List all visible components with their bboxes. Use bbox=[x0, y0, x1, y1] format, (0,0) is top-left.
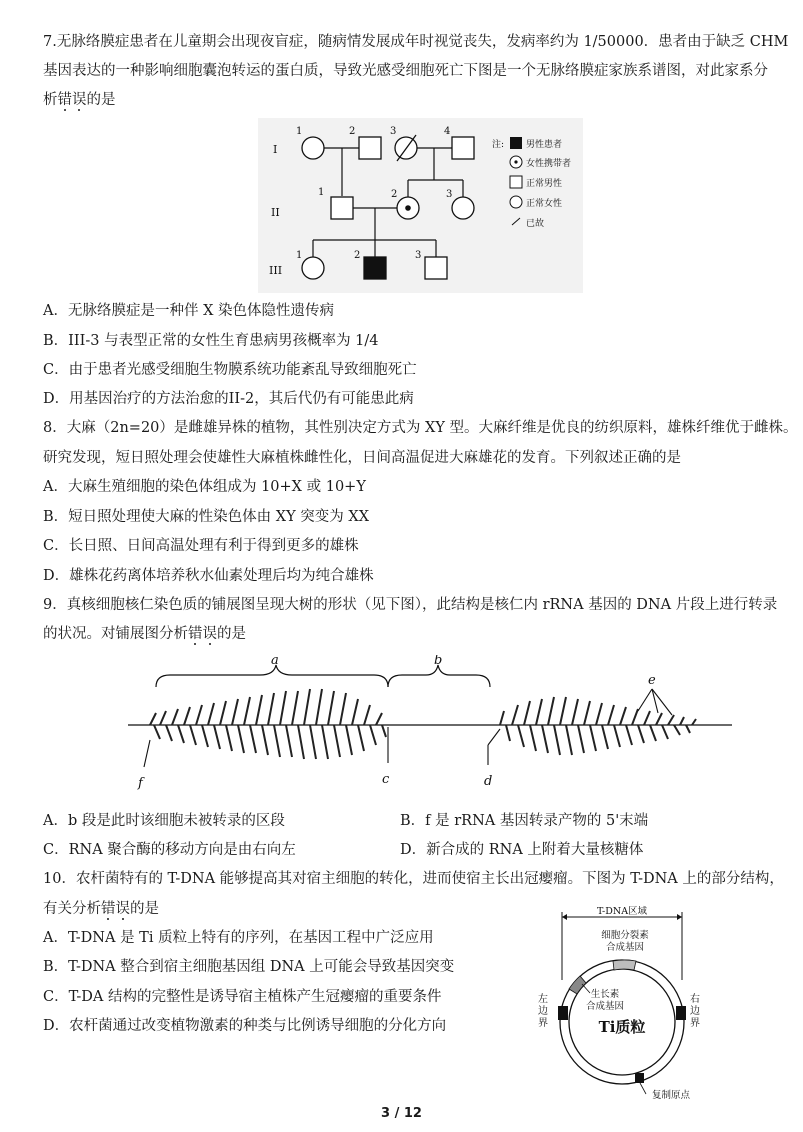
right-border-char-3: 界 bbox=[690, 1018, 700, 1029]
q10-stem-text-end: 的是 bbox=[130, 901, 159, 917]
iii3-number: 3 bbox=[415, 250, 422, 261]
right-border-char-1: 右 bbox=[690, 994, 700, 1005]
ii1-number: 1 bbox=[318, 187, 325, 198]
label-d: d bbox=[484, 774, 493, 789]
q10-emphasis-char-1: 错 bbox=[101, 901, 116, 917]
q8-option-d: D．雄株花药离体培养秋水仙素处理后均为纯合雄株 bbox=[43, 568, 374, 584]
q9-emphasis-char-1: 错 bbox=[188, 626, 203, 642]
q10-option-b: B．T-DNA 整合到宿主细胞基因组 DNA 上可能会导致基因突变 bbox=[43, 959, 455, 975]
q7-stem-line-1: 7.无脉络膜症患者在儿童期会出现夜盲症，随病情发展成年时视觉丧失，发病率约为 1/50000．患者由于缺乏 CHM bbox=[43, 34, 789, 50]
left-border-char-1: 左 bbox=[538, 994, 548, 1005]
gen-iii-label: III bbox=[269, 264, 283, 277]
i1-normal-female bbox=[302, 137, 324, 159]
i2-number: 2 bbox=[349, 126, 356, 137]
legend-deceased: 已故 bbox=[526, 219, 545, 229]
i3-number: 3 bbox=[390, 126, 397, 137]
q10-stem-text: 有关分析 bbox=[43, 901, 101, 917]
iii2-male-patient bbox=[364, 257, 386, 279]
q9-stem-text-end: 的是 bbox=[217, 626, 246, 642]
label-c: c bbox=[382, 772, 390, 787]
legend-title: 注: bbox=[492, 140, 505, 150]
cytokinin-label-1: 细胞分裂素 bbox=[601, 930, 649, 941]
q10-option-d: D．农杆菌通过改变植物激素的种类与比例诱导细胞的分化方向 bbox=[43, 1018, 447, 1034]
q7-stem-line-3 bbox=[43, 89, 116, 111]
ti-plasmid-figure bbox=[530, 900, 710, 1100]
origin-label: 复制原点 bbox=[652, 1090, 691, 1100]
i1-number: 1 bbox=[296, 126, 303, 137]
ii3-number: 3 bbox=[446, 189, 453, 200]
left-border-char-3: 界 bbox=[538, 1018, 548, 1029]
label-f: f bbox=[138, 776, 143, 791]
q7-stem-text-end: 的是 bbox=[86, 92, 116, 108]
q8-stem-line-1: 8．大麻（2n=20）是雌雄异株的植物，其性别决定方式为 XY 型。大麻纤维是优良的纺织原料，雄株纤维优于雌株。 bbox=[43, 420, 798, 436]
q10-option-c: C．T-DA 结构的完整性是诱导宿主植株产生冠瘿瘤的重要条件 bbox=[43, 989, 442, 1005]
q7-stem-text: 析 bbox=[43, 92, 58, 108]
pedigree-figure bbox=[258, 118, 583, 293]
right-transcription-unit bbox=[500, 697, 696, 755]
i2-normal-male bbox=[359, 137, 381, 159]
left-border-block bbox=[558, 1006, 568, 1020]
ti-plasmid-name: Ti质粒 bbox=[598, 1018, 646, 1036]
iii3-normal-male bbox=[425, 257, 447, 279]
iii1-normal-female bbox=[302, 257, 324, 279]
auxin-label-2: 合成基因 bbox=[585, 1001, 625, 1012]
q7-emphasis-char-1: 错 bbox=[57, 92, 72, 108]
legend-normal-male: 正常男性 bbox=[526, 179, 563, 189]
q9-option-d: D．新合成的 RNA 上附着大量核糖体 bbox=[400, 842, 644, 858]
gen-i-label: I bbox=[273, 143, 278, 156]
label-a: a bbox=[271, 655, 279, 668]
gen-ii-label: II bbox=[271, 206, 280, 219]
q9-option-c: C．RNA 聚合酶的移动方向是由右向左 bbox=[43, 842, 296, 858]
brace-a bbox=[156, 665, 388, 687]
label-e: e bbox=[648, 673, 656, 688]
q8-option-a: A．大麻生殖细胞的染色体组成为 10+X 或 10+Y bbox=[43, 479, 366, 495]
brace-b bbox=[388, 665, 490, 687]
legend-normal-female-symbol bbox=[510, 196, 522, 208]
q10-emphasis-char-2: 误 bbox=[115, 901, 130, 917]
ii2-number: 2 bbox=[391, 189, 398, 200]
q9-option-a: A．b 段是此时该细胞未被转录的区段 bbox=[43, 813, 285, 829]
ii1-normal-male bbox=[331, 197, 353, 219]
q9-stem-text: 的状况。对铺展图分析 bbox=[43, 626, 188, 642]
ii3-normal-female bbox=[452, 197, 474, 219]
q8-option-b: B．短日照处理使大麻的性染色体由 XY 突变为 XX bbox=[43, 509, 370, 525]
left-transcription-unit bbox=[150, 689, 386, 759]
q9-option-b: B．f 是 rRNA 基因转录产物的 5'末端 bbox=[400, 813, 649, 829]
q10-option-a: A．T-DNA 是 Ti 质粒上特有的序列，在基因工程中广泛应用 bbox=[43, 930, 434, 946]
q7-option-b: B．III-3 与表型正常的女性生育患病男孩概率为 1/4 bbox=[43, 333, 379, 349]
q10-stem-line-2 bbox=[43, 898, 159, 920]
legend-male-patient: 男性患者 bbox=[526, 140, 563, 150]
cytokinin-gene-segment bbox=[613, 960, 636, 970]
t-dna-region-label: T-DNA区域 bbox=[596, 906, 648, 917]
right-border-block bbox=[676, 1006, 686, 1020]
page-number: 3 / 12 bbox=[381, 1106, 422, 1121]
q9-stem-line-1: 9．真核细胞核仁染色质的铺展图呈现大树的形状（见下图），此结构是核仁内 rRNA 基因的 DNA 片段上进行转录 bbox=[43, 597, 778, 613]
iii2-number: 2 bbox=[354, 250, 361, 261]
q9-stem-line-2 bbox=[43, 623, 246, 645]
iii1-number: 1 bbox=[296, 250, 303, 261]
origin-block bbox=[635, 1073, 644, 1083]
right-border-char-2: 边 bbox=[690, 1006, 700, 1017]
q7-emphasis-char-2: 误 bbox=[72, 92, 87, 108]
q7-option-d: D．用基因治疗的方法治愈的II-2，其后代仍有可能患此病 bbox=[43, 391, 414, 407]
legend-patient-symbol bbox=[510, 137, 522, 149]
q7-option-c: C．由于患者光感受细胞生物膜系统功能紊乱导致细胞死亡 bbox=[43, 362, 417, 378]
left-border-char-2: 边 bbox=[538, 1006, 548, 1017]
chromatin-spread-figure bbox=[120, 655, 740, 800]
q8-option-c: C．长日照、日间高温处理有利于得到更多的雄株 bbox=[43, 538, 359, 554]
auxin-label-1: 生长素 bbox=[590, 989, 620, 1000]
q9-emphasis-char-2: 误 bbox=[202, 626, 217, 642]
legend-female-carrier: 女性携带者 bbox=[526, 159, 572, 169]
auxin-gene-segment bbox=[569, 976, 586, 994]
cytokinin-label-2: 合成基因 bbox=[605, 942, 645, 953]
q8-stem-line-2: 研究发现，短日照处理会使雄性大麻植株雌性化，日间高温促进大麻雄花的发育。下列叙述正确的是 bbox=[43, 450, 681, 466]
legend-normal-female: 正常女性 bbox=[526, 199, 563, 209]
q7-option-a: A．无脉络膜症是一种伴 X 染色体隐性遗传病 bbox=[43, 303, 335, 319]
i4-number: 4 bbox=[444, 126, 451, 137]
q10-stem-line-1: 10．农杆菌特有的 T-DNA 能够提高其对宿主细胞的转化，进而使宿主长出冠瘿瘤。下图为 T-DNA 上的部分结构， bbox=[43, 871, 784, 887]
label-b: b bbox=[434, 655, 443, 668]
q7-stem-line-2: 基因表达的一种影响细胞囊泡转运的蛋白质，导致光感受细胞死亡下图是一个无脉络膜症家族系谱图，对此家系分 bbox=[43, 63, 768, 79]
legend-normal-male-symbol bbox=[510, 176, 522, 188]
i4-normal-male bbox=[452, 137, 474, 159]
